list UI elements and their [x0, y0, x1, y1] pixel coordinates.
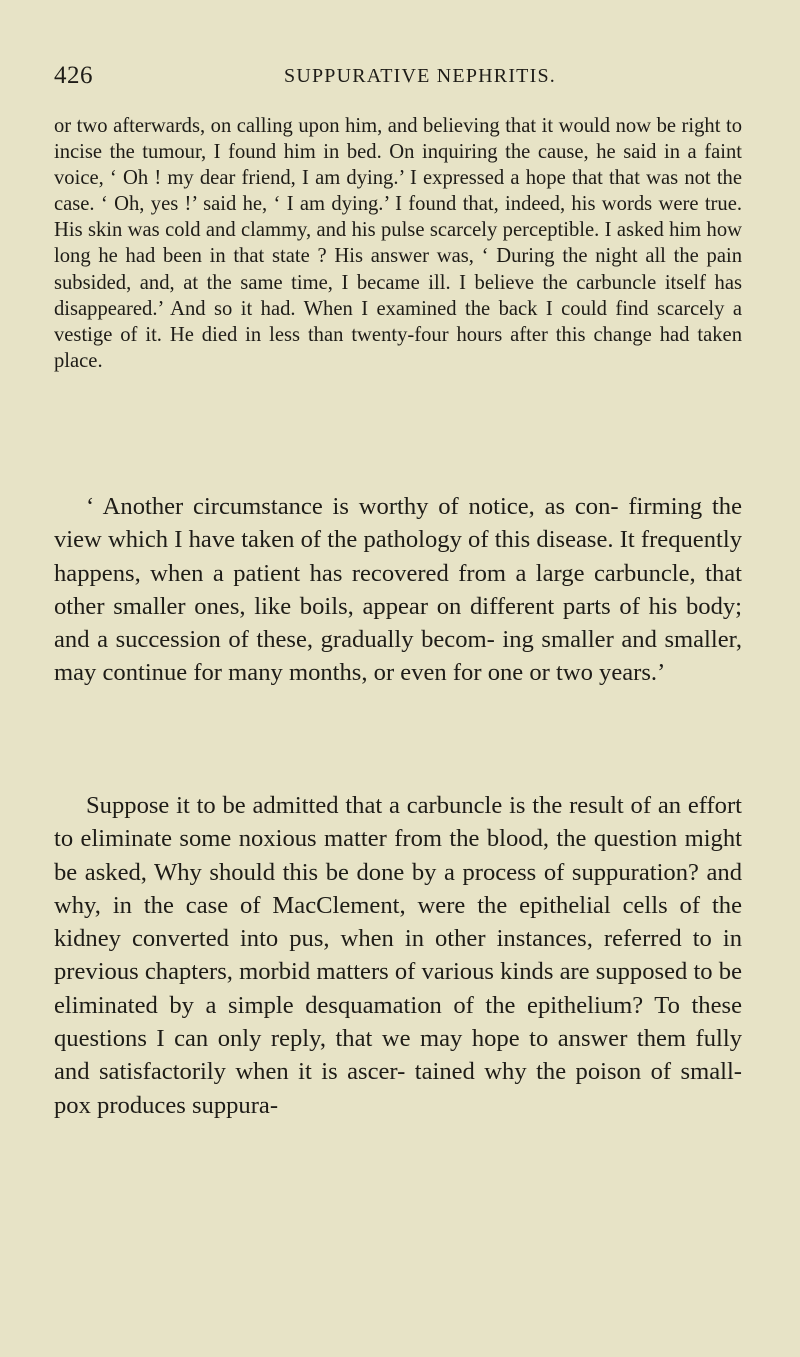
- page-header: [54, 62, 744, 96]
- page-number: 426: [54, 62, 93, 89]
- paragraph-quoted-observation: [54, 490, 742, 690]
- paragraph-case-report: [54, 113, 742, 374]
- paragraph-discussion: [54, 789, 742, 1122]
- running-head: SUPPURATIVE NEPHRITIS.: [284, 65, 556, 87]
- paragraph-text: Suppose it to be admitted that a carbuncle is the result of an effort to eliminate some noxious matter from the blood, the question might be asked, Why should this be done by a process of suppuration? and why, in the case of MacClement, were the epithelial cells of the kidney converted into pus, when in other instances, referred to in previous chapters, morbid matters of various kinds are supposed to be eliminated by a simple desquamation of the epithelium? To these questions I can only reply, that we may hope to answer them fully and satisfactorily when it is ascer- tained why the poison of small-pox produces suppura-: [54, 792, 742, 1119]
- paragraph-text: or two afterwards, on calling upon him, and believing that it would now be right to incise the tumour, I found him in bed. On inquiring the cause, he said in a faint voice, ‘ Oh ! my dear friend, I am dying.’ I expressed a hope that that was not the case. ‘ Oh, yes !’ said he, ‘ I am dying.’ I found that, indeed, his words were true. His skin was cold and clammy, and his pulse scarcely perceptible. I asked him how long he had been in that state ? His answer was, ‘ During the night all the pain subsided, and, at the same time, I became ill. I believe the carbuncle itself has disappeared.’ And so it had. When I examined the back I could find scarcely a vestige of it. He died in less than twenty-four hours after this change had taken place.: [54, 115, 742, 372]
- paragraph-text: ‘ Another circumstance is worthy of notice, as con- firming the view which I have taken of the pathology of this disease. It frequently happens, when a patient has recovered from a large carbuncle, that other smaller ones, like boils, appear on different parts of his body; and a succession of these, gradually becom- ing smaller and smaller, may continue for many months, or even for one or two years.’: [54, 493, 742, 687]
